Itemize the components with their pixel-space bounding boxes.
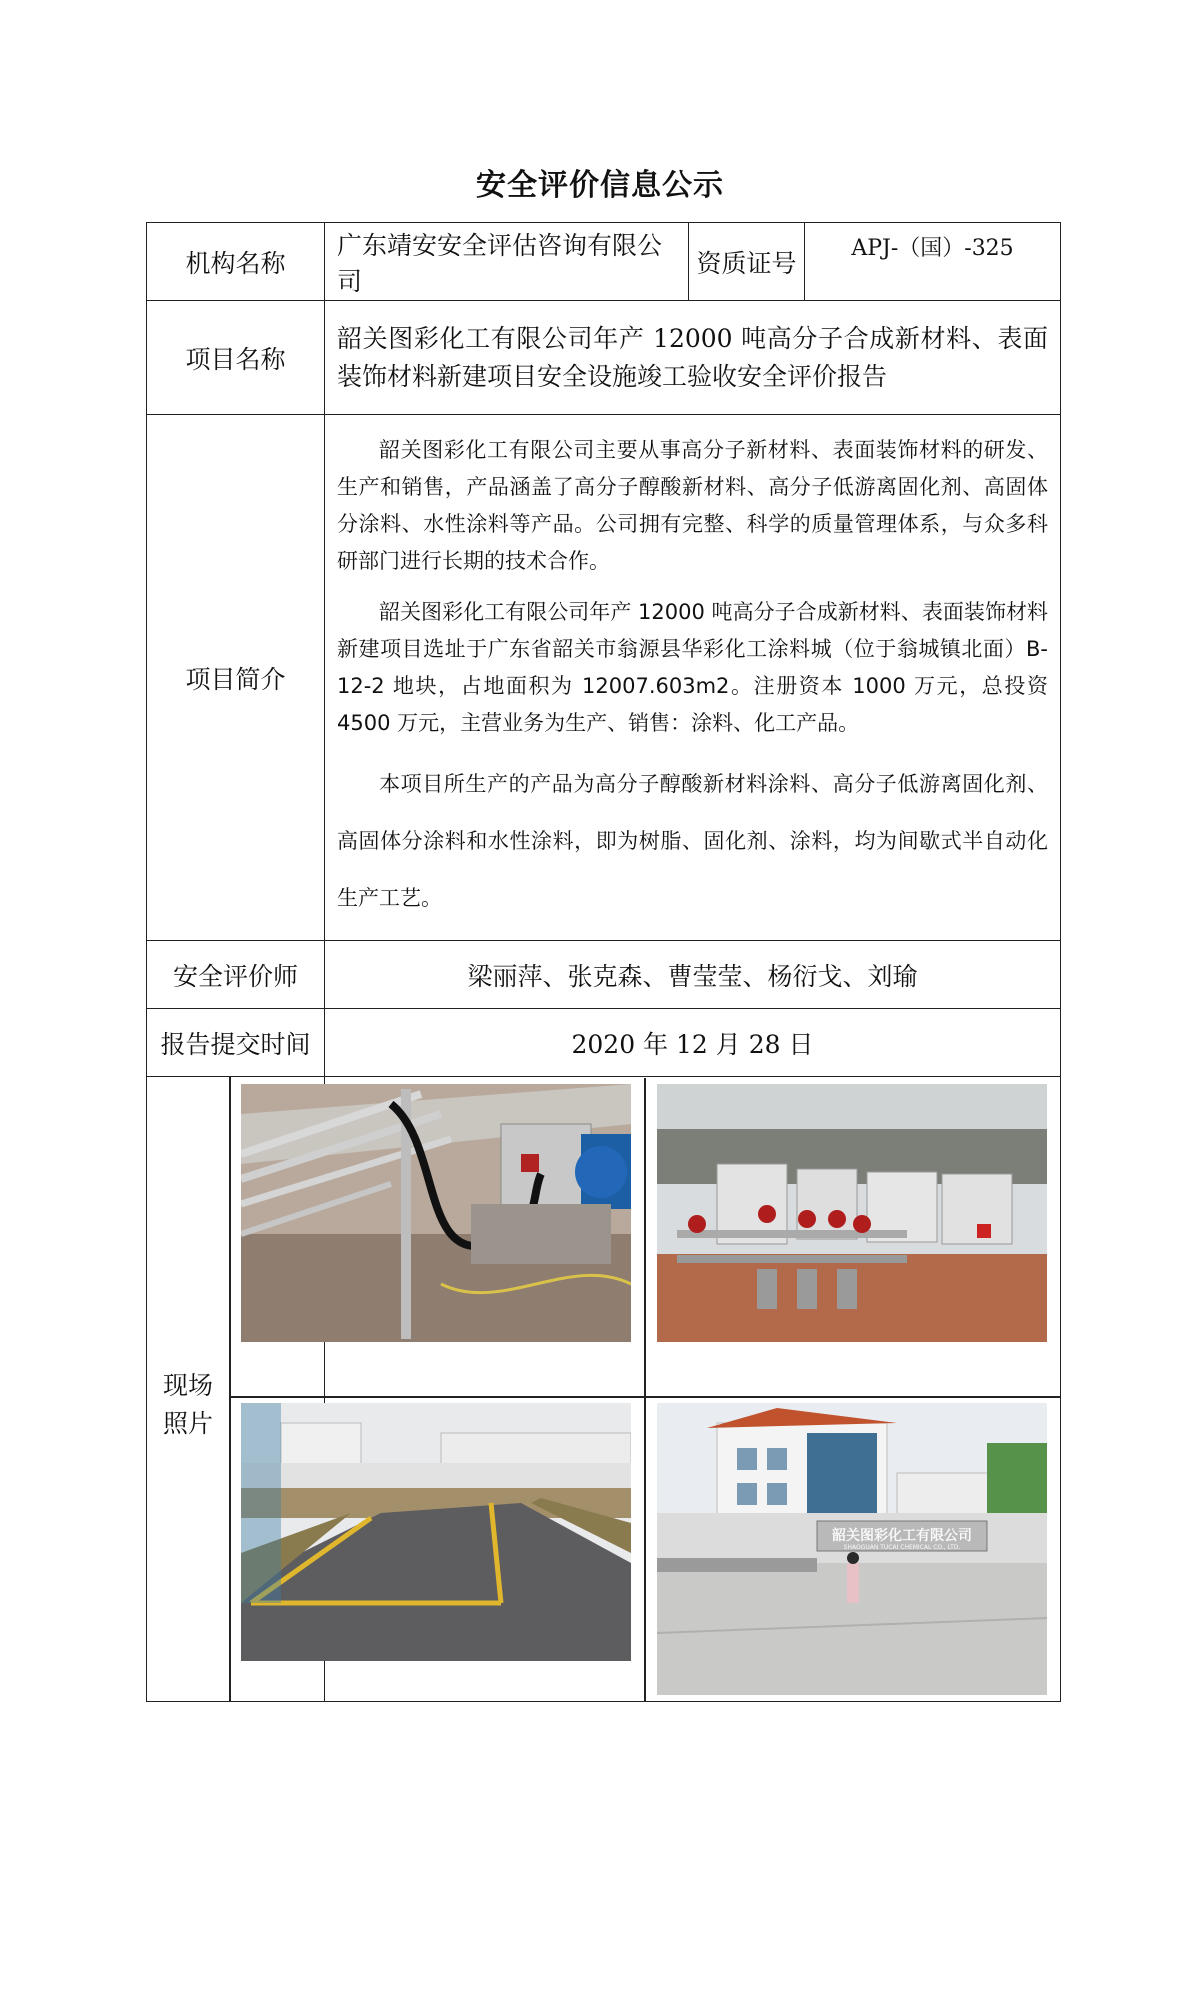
org-label: 机构名称 bbox=[147, 223, 325, 301]
photo-road bbox=[241, 1403, 631, 1661]
page-title: 安全评价信息公示 bbox=[476, 168, 724, 203]
submit-row bbox=[147, 1009, 1061, 1077]
intro-paragraph-2: 韶关图彩化工有限公司年产 12000 吨高分子合成新材料、表面装饰材料新建项目选址于广东省韶关市翁源县华彩化工涂料城（位于翁城镇北面）B-12-2 地块，占地面积为 12007.603m2。注册资本 1000 万元，总投资 4500 万元，主营业务为生产、销售：涂料、化工产品。 bbox=[337, 600, 1048, 735]
assessors-row bbox=[147, 941, 1061, 1009]
intro-text bbox=[325, 415, 1061, 941]
org-value: 广东靖安安全评估咨询有限公司 bbox=[325, 223, 689, 301]
photos-label-line1: 现场 bbox=[162, 1371, 213, 1400]
intro-paragraph-3: 本项目所生产的产品为高分子醇酸新材料涂料、高分子低游离固化剂、高固体分涂料和水性涂料，即为树脂、固化剂、涂料，均为间歇式半自动化生产工艺。 bbox=[337, 772, 1048, 910]
submit-value: 2020 年 12 月 28 日 bbox=[325, 1009, 1061, 1077]
intro-row bbox=[147, 415, 1061, 941]
intro-label: 项目简介 bbox=[147, 415, 325, 941]
project-row bbox=[147, 301, 1061, 415]
project-value: 韶关图彩化工有限公司年产 12000 吨高分子合成新材料、表面装饰材料新建项目安全设施竣工验收安全评价报告 bbox=[325, 301, 1061, 415]
photo-building bbox=[657, 1403, 1047, 1695]
cert-label: 资质证号 bbox=[689, 223, 805, 301]
org-row bbox=[147, 223, 1061, 301]
photo-tanks-valves bbox=[657, 1084, 1047, 1342]
project-label: 项目名称 bbox=[147, 301, 325, 415]
sign-text: 韶关图彩化工有限公司 bbox=[832, 1528, 972, 1544]
photo-pipes-pump bbox=[241, 1084, 631, 1342]
sign-subtext: SHAOGUAN TUCAI CHEMICAL CO., LTD. bbox=[843, 1544, 961, 1551]
submit-label: 报告提交时间 bbox=[147, 1009, 325, 1077]
assessors-label: 安全评价师 bbox=[147, 941, 325, 1009]
assessors-value: 梁丽萍、张克森、曹莹莹、杨衍戈、刘瑜 bbox=[325, 941, 1061, 1009]
intro-paragraph-1: 韶关图彩化工有限公司主要从事高分子新材料、表面装饰材料的研发、生产和销售，产品涵盖了高分子醇酸新材料、高分子低游离固化剂、高固体分涂料、水性涂料等产品。公司拥有完整、科学的质量管理体系，与众多科研部门进行长期的技术合作。 bbox=[337, 438, 1048, 573]
photos-label bbox=[147, 1367, 229, 1443]
cert-value: APJ-（国）-325 bbox=[805, 223, 1061, 301]
photos-label-line2: 照片 bbox=[162, 1409, 213, 1438]
photo-area bbox=[229, 1078, 1061, 1702]
